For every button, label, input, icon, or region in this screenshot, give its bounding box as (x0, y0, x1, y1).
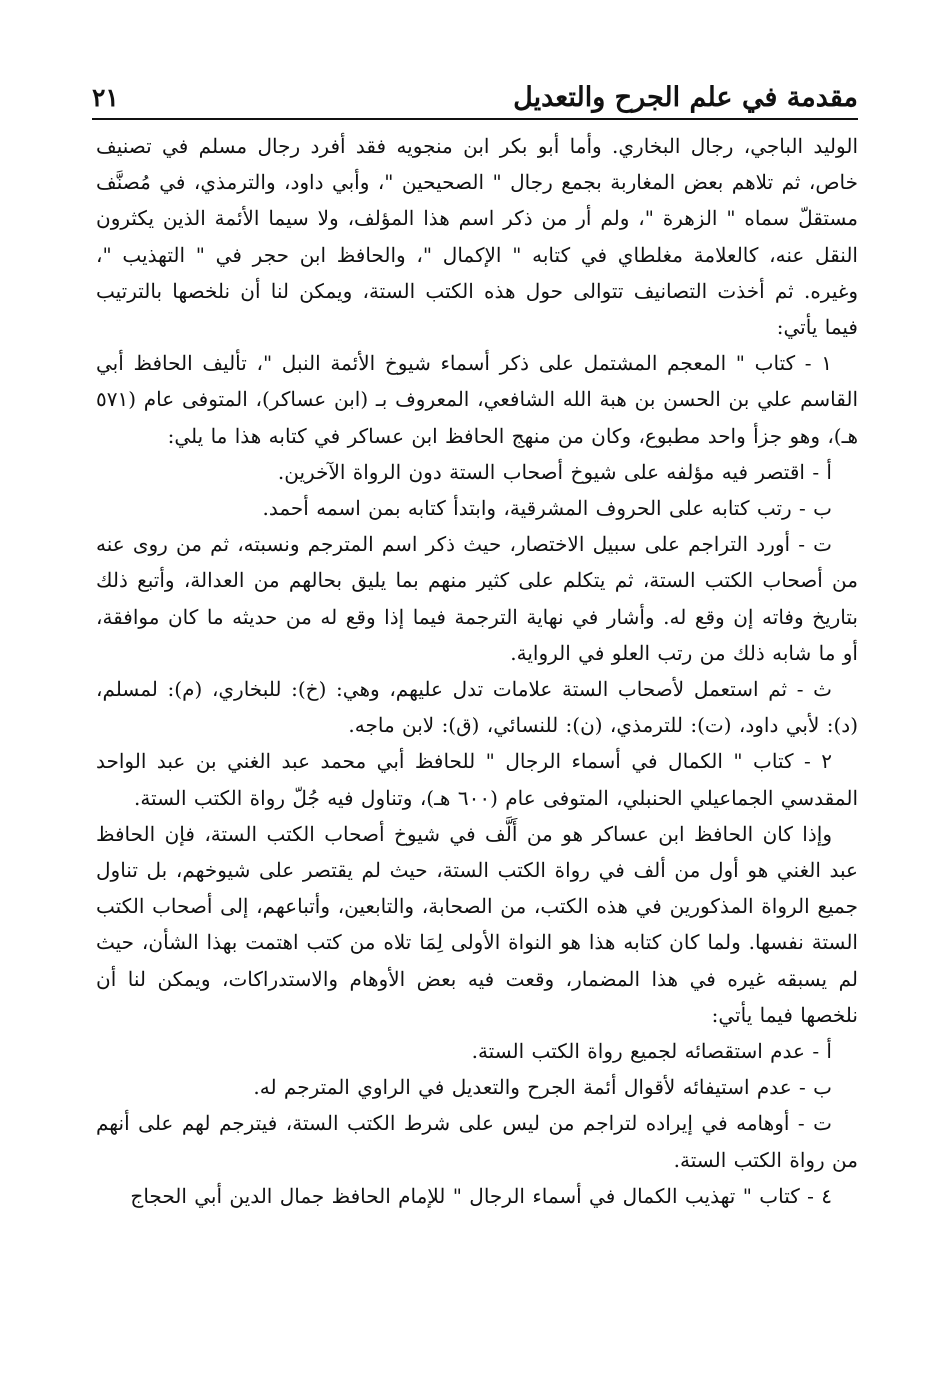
paragraph-item-2-b: ب - عدم استيفائه لأقوال أئمة الجرح والتعديل في الراوي المترجم له. (253, 1075, 832, 1100)
paragraph-item-2-t: ت - أوهامه في إيراده لتراجم من ليس على شرط الكتب الستة، فيترجم لهم على أنهم من رواة الكتب الستة. (96, 1111, 858, 1172)
page-body (96, 128, 858, 1214)
paragraph-item-2-a: أ - عدم استقصائه لجميع رواة الكتب الستة. (471, 1039, 832, 1064)
page-number: ٢١ (92, 83, 119, 112)
header-divider (92, 118, 858, 120)
paragraph-item-2: ٢ - كتاب " الكمال في أسماء الرجال " للحافظ أبي محمد عبد الغني بن عبد الواحد المقدسي الجماعيلي الحنبلي، المتوفى عام (٦٠٠ هـ)، وتناول فيه جُلّ رواة الكتب الستة. (96, 749, 858, 810)
running-header (92, 72, 858, 116)
paragraph-item-1-th: ث - ثم استعمل لأصحاب الستة علامات تدل عليهم، وهي: (خ): للبخاري، (م): لمسلم، (د): لأبي داود، (ت): للترمذي، (ن): للنسائي، (ق): لابن ماجه. (96, 677, 858, 738)
paragraph-item-4: ٤ - كتاب " تهذيب الكمال في أسماء الرجال " للإمام الحافظ جمال الدين أبي الحجاج (130, 1183, 832, 1208)
paragraph-item-1-b: ب - رتب كتابه على الحروف المشرقية، وابتدأ كتابه بمن اسمه أحمد. (262, 496, 832, 521)
paragraph-item-1: ١ - كتاب " المعجم المشتمل على ذكر أسماء شيوخ الأئمة النبل "، تأليف الحافظ أبي القاسم علي بن الحسن بن هبة الله الشافعي، المعروف بـ (ابن عساكر)، المتوفى عام (٥٧١ هـ)، وهو جزأ واحد مطبوع، وكان من منهج الحافظ ابن عساكر في كتابه هذا ما يلي: (96, 351, 858, 448)
paragraph-item-2-discussion: وإذا كان الحافظ ابن عساكر هو من أَلَّف في شيوخ أصحاب الكتب الستة، فإن الحافظ عبد الغني هو أول من ألف في رواة الكتب الستة، حيث لم يقتصر على شيوخهم، بل تناول جميع الرواة المذكورين في هذه الكتب، من الصحابة، والتابعين، وأتباعهم، إلى أصحاب الكتب الستة نفسها. ولما كان كتابه هذا هو النواة الأولى لِمَا تلاه من كتب اهتمت بهذا الشأن، حيث لم يسبقه غيره في هذا المضمار، وقعت فيه بعض الأوهام والاستدراكات، ويمكن لنا أن نلخصها فيما يأتي: (96, 821, 858, 1027)
header-title: مقدمة في علم الجرح والتعديل (513, 82, 858, 113)
paragraph-item-1-a: أ - اقتصر فيه مؤلفه على شيوخ أصحاب الستة دون الرواة الآخرين. (277, 459, 832, 484)
paragraph-item-1-t: ت - أورد التراجم على سبيل الاختصار، حيث ذكر اسم المترجم ونسبته، ثم من روى عنه من أصحاب الكتب الستة، ثم يتكلم على كثير منهم بما يليق بحالهم من العدالة، وأتبع ذلك بتاريخ وفاته إن وقع له. وأشار في نهاية الترجمة فيما إذا وقع له من حديثه ما كان موافقة، أو ما شابه ذلك من رتب العلو في الرواية. (96, 532, 858, 665)
paragraph-intro: الوليد الباجي، رجال البخاري. وأما أبو بكر ابن منجويه فقد أفرد رجال مسلم في تصنيف خاص، ثم تلاهم بعض المغاربة بجمع رجال " الصحيحين "، وأبي داود، والترمذي، في مُصنَّف مستقلّ سماه " الزهرة "، ولم أر من ذكر اسم هذا المؤلف، ولا سيما الأئمة الذين يكثرون النقل عنه، كالعلامة مغلطاي في كتابه " الإكمال "، والحافظ ابن حجر في " التهذيب "، وغيره. ثم أخذت التصانيف تتوالى حول هذه الكتب الستة، ويمكن لنا أن نلخصها بالترتيب فيما يأتي: (96, 134, 858, 340)
